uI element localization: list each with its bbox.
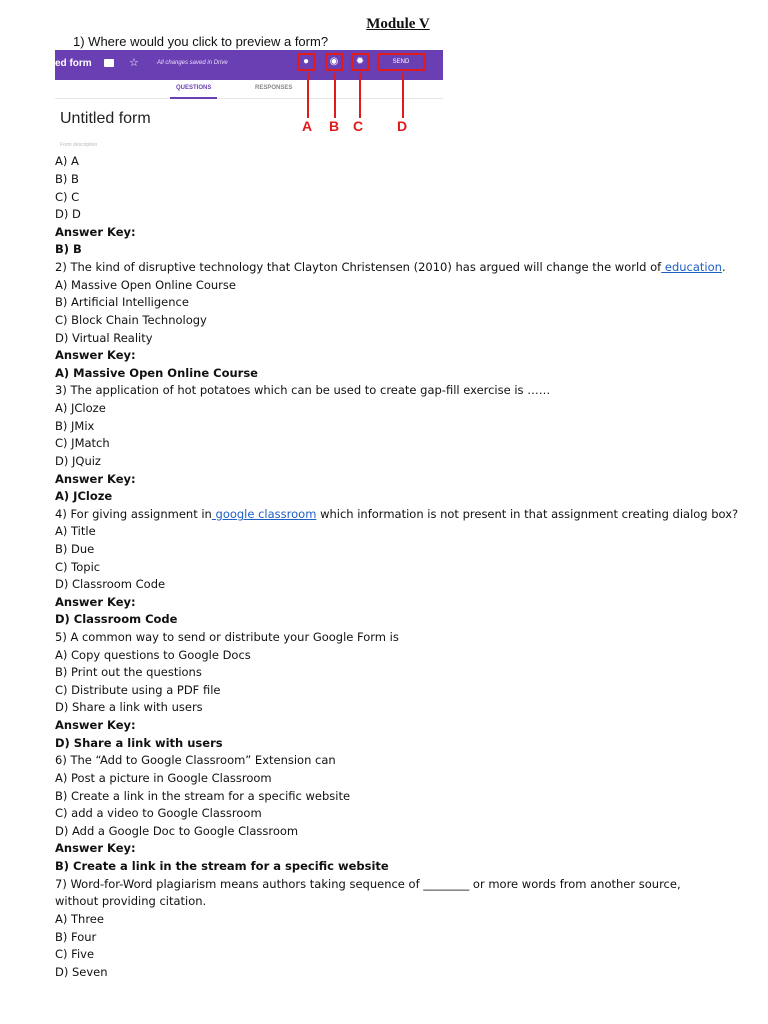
marker-c: C <box>353 118 364 134</box>
option: D) Classroom Code <box>55 577 166 591</box>
question-4-text: 4) For giving assignment in google classroom which information is not present in that assignment creating dialog box? <box>55 507 739 521</box>
option: A) Three <box>55 912 104 926</box>
option: B) Artificial Intelligence <box>55 295 189 309</box>
question-1-text: 1) Where would you click to preview a form? <box>73 34 329 49</box>
option: A) A <box>55 154 79 168</box>
question-6-text: 6) The “Add to Google Classroom” Extension can <box>55 753 336 767</box>
preview-eye-icon: ◉ <box>325 53 343 71</box>
arrow-c <box>359 73 361 118</box>
option: C) Distribute using a PDF file <box>55 683 221 697</box>
option: C) Block Chain Technology <box>55 313 207 327</box>
answer-key-label: Answer Key: <box>55 472 136 486</box>
option: B) JMix <box>55 419 95 433</box>
form-name: ed form <box>55 58 92 69</box>
answer: B) Create a link in the stream for a specific website <box>55 859 389 873</box>
form-description: Form description <box>60 142 98 148</box>
module-title: Module V <box>366 16 430 32</box>
option: C) add a video to Google Classroom <box>55 806 262 820</box>
palette-icon: ● <box>297 53 315 71</box>
answer: A) Massive Open Online Course <box>55 366 258 380</box>
google-classroom-link[interactable]: google classroom <box>211 507 317 521</box>
answer: D) Classroom Code <box>55 612 178 626</box>
option: C) Topic <box>55 560 101 574</box>
star-icon: ☆ <box>129 57 139 69</box>
option: D) Seven <box>55 965 108 979</box>
question-2-text: 2) The kind of disruptive technology that Clayton Christensen (2010) has argued will change the world of education. <box>55 260 726 274</box>
google-form-screenshot <box>55 50 443 150</box>
option: D) Virtual Reality <box>55 331 153 345</box>
form-title: Untitled form <box>60 110 151 127</box>
option: B) Due <box>55 542 95 556</box>
answer-key-label: Answer Key: <box>55 595 136 609</box>
question-5-text: 5) A common way to send or distribute your Google Form is <box>55 630 399 644</box>
answer: B) B <box>55 242 82 256</box>
option: C) C <box>55 190 80 204</box>
arrow-a <box>307 73 309 118</box>
education-link[interactable]: education <box>661 260 722 274</box>
option: C) Five <box>55 947 95 961</box>
option: B) B <box>55 172 79 186</box>
question-7-text: 7) Word-for-Word plagiarism means authors taking sequence of ________ or more words from another source, <box>55 877 681 891</box>
option: A) Post a picture in Google Classroom <box>55 771 272 785</box>
tab-responses: RESPONSES <box>255 85 293 91</box>
gear-icon: ✹ <box>351 53 369 71</box>
marker-a: A <box>302 118 313 134</box>
option: B) Create a link in the stream for a specific website <box>55 789 351 803</box>
question-3-text: 3) The application of hot potatoes which can be used to create gap-fill exercise is …… <box>55 383 551 397</box>
arrow-b <box>334 73 336 118</box>
tab-questions: QUESTIONS <box>176 85 212 91</box>
answer-key-label: Answer Key: <box>55 225 136 239</box>
marker-b: B <box>329 118 340 134</box>
option: A) Title <box>55 524 96 538</box>
option: D) JQuiz <box>55 454 101 468</box>
option: A) JCloze <box>55 401 106 415</box>
arrow-d <box>402 73 404 118</box>
folder-icon <box>104 59 114 67</box>
question-7-text-cont: without providing citation. <box>55 894 207 908</box>
answer-key-label: Answer Key: <box>55 348 136 362</box>
answer: A) JCloze <box>55 489 113 503</box>
option: D) D <box>55 207 81 221</box>
answer-key-label: Answer Key: <box>55 841 136 855</box>
option: B) Print out the questions <box>55 665 202 679</box>
marker-d: D <box>397 118 408 134</box>
option: A) Massive Open Online Course <box>55 278 236 292</box>
option: A) Copy questions to Google Docs <box>55 648 251 662</box>
form-tabs <box>55 82 443 99</box>
option: D) Share a link with users <box>55 700 203 714</box>
saved-note: All changes saved in Drive <box>157 60 228 66</box>
option: D) Add a Google Doc to Google Classroom <box>55 824 299 838</box>
option: C) JMatch <box>55 436 110 450</box>
send-button: SEND <box>377 53 425 71</box>
option: B) Four <box>55 930 97 944</box>
answer-key-label: Answer Key: <box>55 718 136 732</box>
answer: D) Share a link with users <box>55 736 223 750</box>
